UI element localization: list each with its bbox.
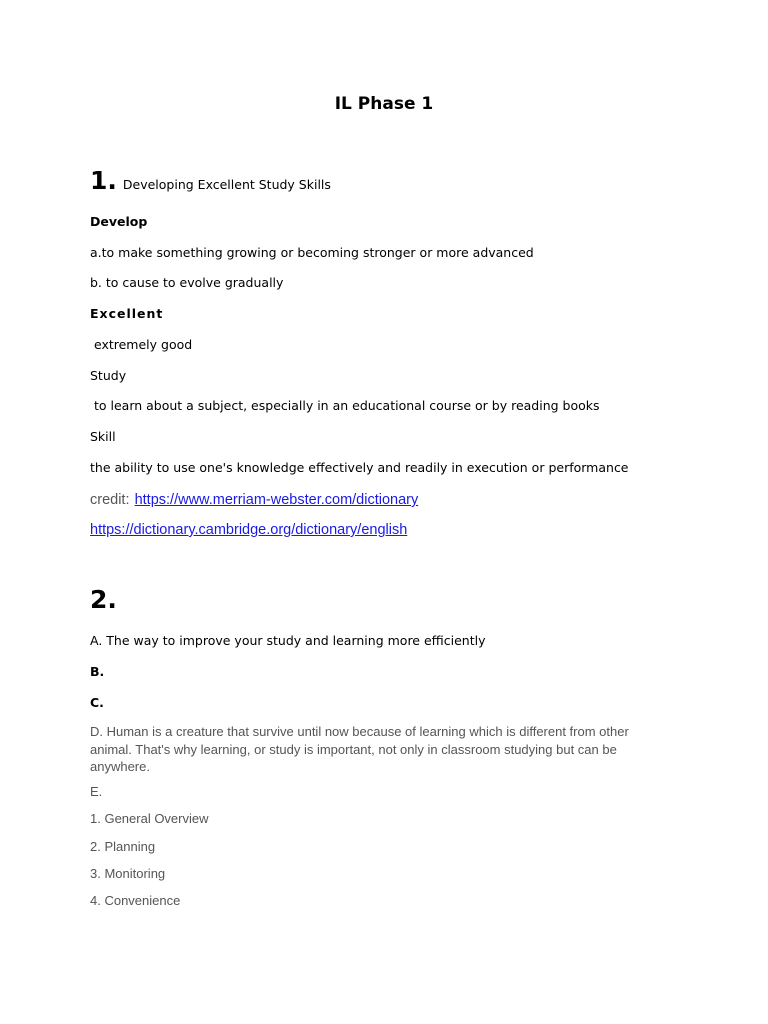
- page-title: IL Phase 1: [334, 94, 434, 114]
- list-item: 2. Planning: [90, 839, 156, 854]
- item-a: A. The way to improve your study and learning more efficiently: [90, 633, 486, 648]
- cambridge-line: [90, 519, 407, 538]
- term-excellent: Excellent: [90, 306, 164, 321]
- credit-label: credit:: [90, 492, 130, 508]
- credit-line: [90, 489, 418, 508]
- term-develop: Develop: [90, 214, 148, 229]
- section-1-heading: [90, 166, 331, 195]
- definition-skill: the ability to use one's knowledge effectively and readily in execution or performance: [90, 460, 629, 475]
- definition-excellent: extremely good: [90, 337, 193, 352]
- term-study: Study: [90, 368, 127, 383]
- merriam-webster-link[interactable]: https://www.merriam-webster.com/dictionary: [134, 492, 419, 508]
- definition-study: to learn about a subject, especially in an educational course or by reading books: [90, 398, 600, 413]
- cambridge-link[interactable]: https://dictionary.cambridge.org/dictionary/english: [90, 522, 408, 538]
- section-1-title: Developing Excellent Study Skills: [122, 177, 331, 192]
- section-2-number: 2.: [90, 585, 117, 614]
- list-item: 4. Convenience: [90, 893, 181, 908]
- item-e: E.: [90, 784, 103, 799]
- list-item: 3. Monitoring: [90, 866, 166, 881]
- definition-develop-a: a.to make something growing or becoming stronger or more advanced: [90, 245, 534, 260]
- item-b: B.: [90, 664, 105, 679]
- term-skill: Skill: [90, 429, 116, 444]
- definition-develop-b: b. to cause to evolve gradually: [90, 275, 284, 290]
- list-item: 1. General Overview: [90, 811, 209, 826]
- item-c: C.: [90, 695, 104, 710]
- item-d-paragraph: D. Human is a creature that survive until now because of learning which is different from other animal. That's why learning, or study is important, not only in classroom studying but can be anywhere.: [90, 724, 629, 774]
- section-1-number: 1.: [90, 166, 117, 195]
